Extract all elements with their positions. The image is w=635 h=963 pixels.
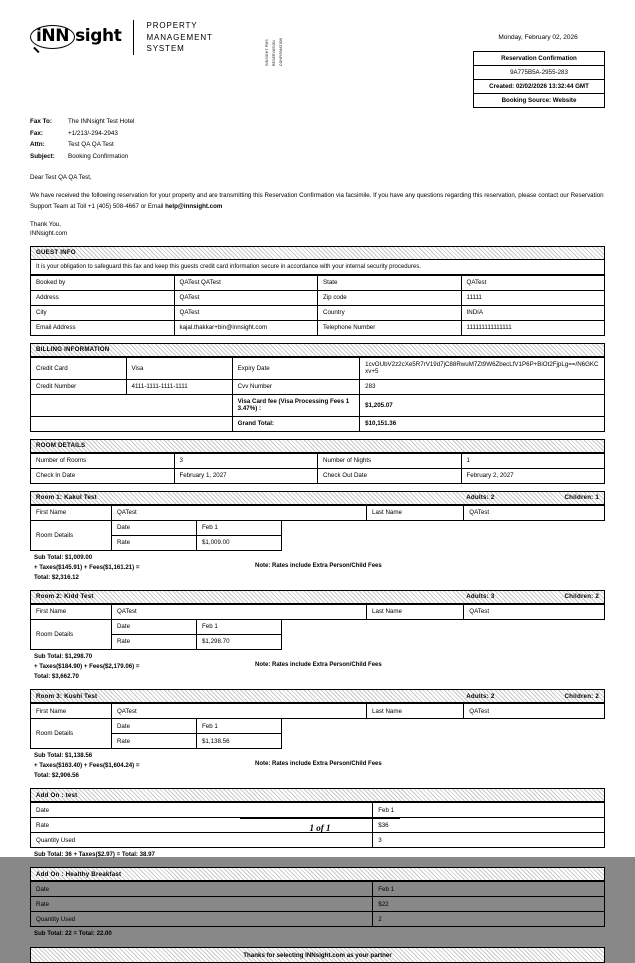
room-details-header	[30, 439, 605, 453]
table-row	[31, 520, 605, 535]
cvv-label: Cvv Number	[232, 379, 360, 394]
add-on-1-header	[30, 788, 605, 802]
grand-total-label: Grand Total:	[232, 416, 360, 431]
room-2-rate-value: $1,298.70	[196, 634, 281, 649]
room-1-date-value: Feb 1	[196, 520, 281, 535]
table-row	[31, 604, 605, 619]
intro-block	[30, 173, 605, 239]
number-of-nights-label: Number of Nights	[318, 453, 462, 468]
table-row	[31, 379, 605, 394]
booked-by-value: QATest QATest	[174, 275, 318, 290]
table-row	[31, 912, 605, 927]
logo-tagline-line-2: MANAGEMENT	[146, 32, 213, 42]
room-3-title: Room 3: Kushi Test	[36, 692, 98, 700]
table-row	[31, 704, 605, 719]
table-row	[31, 803, 605, 818]
number-of-rooms-label: Number of Rooms	[31, 453, 175, 468]
fax-to-row	[30, 116, 605, 128]
room-block-3	[30, 689, 605, 781]
thanks-banner: Thanks for selecting INNsight.com as your partner	[30, 947, 605, 963]
state-value: QATest	[461, 275, 605, 290]
room-3-children: Children: 2	[564, 692, 599, 700]
room-1-details-label: Room Details	[31, 520, 112, 550]
room-details-section	[30, 439, 605, 484]
zip-value: 11111	[461, 290, 605, 305]
fax-to-value: The INNsight Test Hotel	[68, 118, 135, 125]
credit-number-label: Credit Number	[31, 379, 127, 394]
logo-mark-in: iNN	[36, 26, 70, 47]
room-2-first-name-value: QATest	[111, 604, 366, 619]
room-1-title: Room 1: Kakul Test	[36, 494, 97, 502]
add-on-2-title: Add On : Healthy Breakfast	[36, 870, 122, 878]
room-3-header	[30, 689, 605, 703]
add-on-block-2	[30, 867, 605, 939]
barcode-column-2: RESERVATION	[272, 40, 277, 66]
fax-subject-value: Booking Confirmation	[68, 152, 129, 160]
fax-number-value: +1/213/-294-2943	[68, 129, 118, 137]
table-row	[31, 535, 605, 550]
state-label: State	[318, 275, 462, 290]
intro-thank-you: Thank You,	[30, 221, 61, 229]
table-row	[31, 320, 605, 335]
room-1-total: Total: $2,316.12	[34, 573, 79, 581]
room-1-note: Note: Rates include Extra Person/Child Fees	[255, 562, 382, 569]
logo-divider	[133, 20, 134, 55]
room-2-last-name-value: QATest	[464, 604, 605, 619]
billing-info-table	[30, 357, 605, 432]
room-2-title: Room 2: Kidd Test	[36, 593, 94, 601]
intro-signature: INNsight.com	[30, 230, 68, 238]
add-on-2-rate-label: Rate	[31, 897, 373, 912]
fax-number-label: Fax:	[30, 129, 43, 137]
room-1-adults: Adults: 2	[466, 494, 495, 502]
room-3-last-name-label: Last Name	[367, 704, 464, 719]
room-2-total: Total: $3,662.70	[34, 672, 79, 680]
page-number: 1 of 1	[240, 818, 400, 833]
barcode-column-3: CONFIRMATION	[279, 37, 284, 66]
room-3-first-name-label: First Name	[31, 704, 112, 719]
room-2-date-value: Feb 1	[196, 619, 281, 634]
room-details-title: ROOM DETAILS	[36, 442, 86, 450]
room-1-first-name-label: First Name	[31, 505, 112, 520]
intro-body	[30, 191, 605, 212]
checkout-label: Check Out Date	[318, 468, 462, 483]
barcode-column-1: INNSIGHT PMS	[264, 39, 269, 66]
guest-info-table	[30, 275, 605, 336]
fax-subject-label: Subject:	[30, 152, 55, 160]
room-2-first-name-label: First Name	[31, 604, 112, 619]
room-block-1	[30, 491, 605, 583]
intro-body-line-1: We have received the following reservation for your property and are transmitting this Reservation Confirmation via facsimile. If you have any questions regarding this reservation, please contact our	[30, 192, 569, 200]
logo-tagline-line-1: PROPERTY	[146, 21, 198, 30]
billing-info-header	[30, 343, 605, 357]
table-row	[31, 505, 605, 520]
innsight-logo	[30, 20, 213, 55]
country-value: INDIA	[461, 305, 605, 320]
room-3-details-label: Room Details	[31, 719, 112, 749]
billing-info-section	[30, 343, 605, 432]
room-3-sub-total: Sub Total: $1,138.56	[34, 752, 93, 760]
zip-label: Zip code	[318, 290, 462, 305]
room-3-rate-label: Rate	[111, 734, 196, 749]
email-label: Email Address	[31, 320, 175, 335]
room-2-header	[30, 590, 605, 604]
room-3-date-label: Date	[111, 719, 196, 734]
add-on-2-date-label: Date	[31, 882, 373, 897]
address-label: Address	[31, 290, 175, 305]
room-2-adults: Adults: 3	[466, 593, 495, 601]
fax-meta-block	[30, 116, 605, 163]
room-1-last-name-value: QATest	[464, 505, 605, 520]
room-2-details-label: Room Details	[31, 619, 112, 649]
support-email: help@innsight.com	[165, 202, 223, 210]
room-1-rate-value: $1,009.00	[196, 535, 281, 550]
fax-attn-value: Test QA QA Test	[68, 141, 114, 149]
card-fee-label: Visa Card fee (Visa Processing Fees 13.47%) :	[232, 394, 360, 416]
number-of-nights-value: 1	[461, 453, 605, 468]
intro-body-line-2: Reservation Support Team at Toll +1 (405) 508-4667 or Email	[30, 192, 604, 210]
confirmation-title: Reservation Confirmation	[474, 52, 604, 66]
room-3-last-name-value: QATest	[464, 704, 605, 719]
reservation-confirmation-box	[473, 51, 605, 108]
email-value: kajal.thakkar+bin@innsight.com	[174, 320, 318, 335]
room-2-table	[30, 604, 605, 650]
intro-signature-block	[30, 220, 605, 239]
room-1-sub-total: Sub Total: $1,009.00	[34, 553, 93, 561]
intro-salutation: Dear Test QA QA Test,	[30, 173, 92, 181]
room-details-table	[30, 453, 605, 484]
booked-by-label: Booked by	[31, 275, 175, 290]
room-3-adults: Adults: 2	[466, 692, 495, 700]
telephone-label: Telephone Number	[318, 320, 462, 335]
room-2-sub-total: Sub Total: $1,298.70	[34, 652, 93, 660]
logo-wordmark	[30, 25, 121, 49]
guest-info-section	[30, 246, 605, 336]
room-1-last-name-label: Last Name	[367, 505, 464, 520]
table-row	[31, 453, 605, 468]
room-2-taxes-fees: + Taxes($184.90) + Fees($2,179.06) =	[34, 662, 140, 670]
table-row	[31, 275, 605, 290]
add-on-2-qty-value: 2	[373, 912, 605, 927]
add-on-1-summary: Sub Total: 36 + Taxes($2.97) = Total: 38.97	[34, 851, 155, 859]
room-block-2	[30, 590, 605, 682]
city-value: QATest	[174, 305, 318, 320]
room-3-first-name-value: QATest	[111, 704, 366, 719]
room-3-rate-value: $1,138.56	[196, 734, 281, 749]
room-1-table	[30, 505, 605, 551]
confirmation-number: 9A775B5A-2955-283	[474, 66, 604, 80]
cvv-value: 283	[360, 379, 605, 394]
room-1-summary	[30, 551, 605, 583]
room-1-first-name-value: QATest	[111, 505, 366, 520]
fax-attn-row	[30, 139, 605, 151]
logo-mark-rest: sight	[75, 26, 122, 47]
fax-subject-row	[30, 151, 605, 163]
table-row	[31, 882, 605, 897]
add-on-2-header	[30, 867, 605, 881]
room-3-total: Total: $2,906.56	[34, 772, 79, 780]
confirmation-created: Created: 02/02/2026 13:32:44 GMT	[474, 80, 604, 94]
room-1-taxes-fees: + Taxes($145.91) + Fees($1,161.21) =	[34, 563, 140, 571]
room-1-date-label: Date	[111, 520, 196, 535]
room-2-children: Children: 2	[564, 593, 599, 601]
room-2-summary	[30, 650, 605, 682]
document-date: Monday, February 02, 2026	[498, 34, 578, 41]
room-2-last-name-label: Last Name	[367, 604, 464, 619]
table-row	[31, 290, 605, 305]
table-row	[31, 719, 605, 734]
billing-info-title: BILLING INFORMATION	[36, 346, 110, 354]
expiry-date-label: Expiry Date	[232, 357, 360, 379]
room-2-rate-label: Rate	[111, 634, 196, 649]
add-on-2-summary: Sub Total: 22 = Total: 22.00	[34, 930, 112, 938]
add-on-1-rate-label: Rate	[31, 818, 373, 833]
confirmation-booking-source: Booking Source: Website	[501, 97, 577, 104]
table-row	[31, 394, 605, 416]
card-fee-value: $1,205.07	[360, 394, 605, 416]
room-3-date-value: Feb 1	[196, 719, 281, 734]
document-header	[30, 10, 605, 108]
guest-info-notice: It is your obligation to safeguard this fax and keep this guests credit card information secure in accordance with your internal security procedures.	[30, 260, 605, 275]
number-of-rooms-value: 3	[174, 453, 318, 468]
fax-to-label: Fax To:	[30, 118, 52, 125]
city-label: City	[31, 305, 175, 320]
expiry-date-value: 1cvOUbV2z2cXe5R7rV19d7jC88RwuM7Zt9W6ZbecLfV1P6P+BiOt2FjpLg==/N6GKCxv+5	[360, 357, 605, 379]
add-on-2-qty-label: Quantity Used	[31, 912, 373, 927]
fax-attn-label: Attn:	[30, 141, 45, 149]
table-row	[31, 833, 605, 848]
room-3-summary	[30, 749, 605, 781]
add-on-1-title: Add On : test	[36, 791, 78, 799]
magnifier-icon	[30, 25, 75, 49]
room-1-children: Children: 1	[564, 494, 599, 502]
table-row	[31, 305, 605, 320]
add-on-2-table	[30, 881, 605, 927]
add-on-1-date-label: Date	[31, 803, 373, 818]
room-1-header	[30, 491, 605, 505]
room-3-note: Note: Rates include Extra Person/Child Fees	[255, 761, 382, 768]
header-right	[473, 20, 605, 108]
table-row	[31, 468, 605, 483]
fax-barcode-strip	[265, 24, 284, 66]
room-2-date-label: Date	[111, 619, 196, 634]
credit-number-value: 4111-1111-1111-1111	[126, 379, 232, 394]
table-row	[31, 357, 605, 379]
checkin-label: Check In Date	[31, 468, 175, 483]
address-value: QATest	[174, 290, 318, 305]
credit-card-label: Credit Card	[31, 357, 127, 379]
add-on-1-rate-value: $36	[373, 818, 605, 833]
add-on-1-qty-label: Quantity Used	[31, 833, 373, 848]
table-row	[31, 619, 605, 634]
country-label: Country	[318, 305, 462, 320]
checkin-value: February 1, 2027	[174, 468, 318, 483]
fax-number-row	[30, 128, 605, 140]
room-3-table	[30, 703, 605, 749]
logo-tagline-line-3: SYSTEM	[146, 44, 185, 54]
credit-card-value: Visa	[126, 357, 232, 379]
room-2-note: Note: Rates include Extra Person/Child Fees	[255, 661, 382, 668]
guest-info-title: GUEST INFO	[36, 249, 76, 257]
table-row	[31, 897, 605, 912]
add-on-2-date-value: Feb 1	[373, 882, 605, 897]
add-on-1-qty-value: 3	[373, 833, 605, 848]
table-row	[31, 634, 605, 649]
telephone-value: 111111111111111	[461, 320, 605, 335]
checkout-value: February 2, 2027	[461, 468, 605, 483]
guest-info-header	[30, 246, 605, 260]
logo-tagline	[146, 20, 212, 55]
room-3-taxes-fees: + Taxes($163.40) + Fees($1,604.24) =	[34, 762, 140, 770]
add-on-2-rate-value: $22	[373, 897, 605, 912]
table-row	[31, 416, 605, 431]
room-1-rate-label: Rate	[111, 535, 196, 550]
add-on-1-date-value: Feb 1	[373, 803, 605, 818]
grand-total-value: $10,151.36	[360, 416, 605, 431]
table-row	[31, 734, 605, 749]
